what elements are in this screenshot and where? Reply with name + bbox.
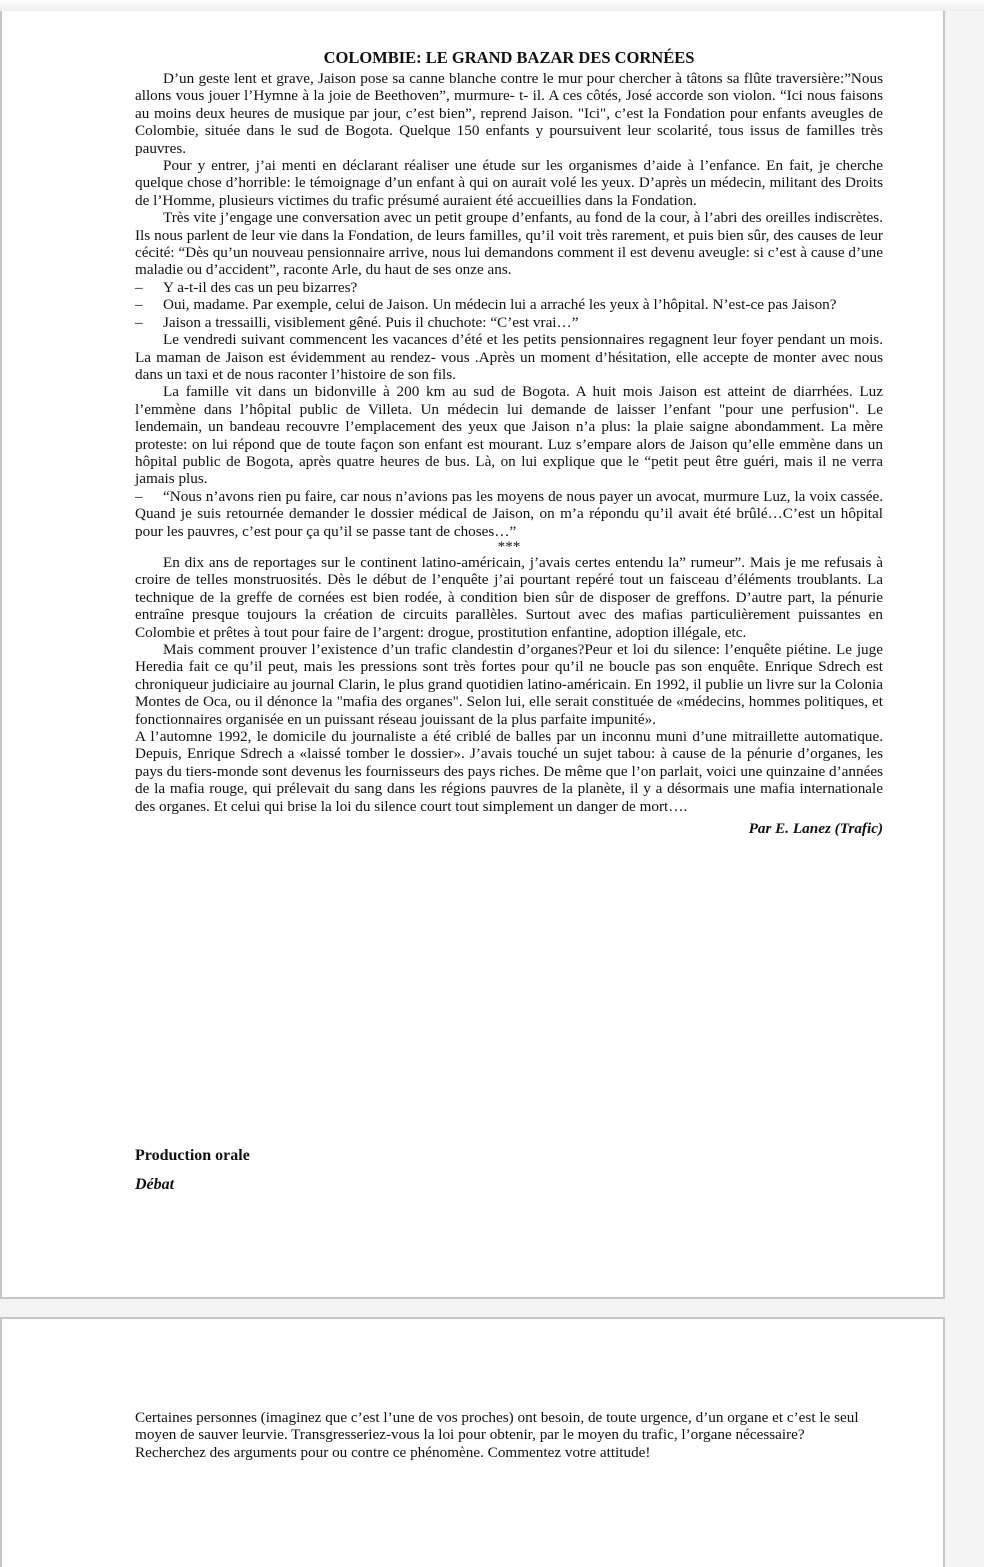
viewer-scrollbar-track[interactable]: [947, 11, 984, 1553]
section-subheading: Débat: [135, 1176, 175, 1193]
paragraph: Mais comment prouver l’existence d’un trafic clandestin d’organes?Peur et loi du silence: l’enquête piétine. Le juge Heredia fait ce qu’il peut, mais les pressions sont très fortes pour qu’il ne boucle pas son enquête. Enrique Sdrech est chroniqueur judiciaire au journal Clarin, le plus grand quotidien latino-américain. En 1992, il publie un livre sur la Colonia Montes de Oca, ou il dénonce la "mafia des organes". Selon lui, elle serait constituée de «médecins, hommes politiques, et fonctionnaires organisée en un puissant réseau jouissant de la plus parfaite impunité».: [135, 641, 883, 728]
dialogue-line: [135, 279, 883, 296]
paragraph: Pour y entrer, j’ai menti en déclarant réaliser une étude sur les organismes d’aide à l’enfance. En fait, je cherche quelque chose d’horrible: le témoignage d’un enfant à qui on aurait volé les yeux. D’après un médecin, militant des Droits de l’Homme, plusieurs victimes du trafic présumé auraient été accueillies dans la Fondation.: [135, 157, 883, 209]
section-separator: ***: [497, 537, 521, 555]
dialogue-text: Y a-t-il des cas un peu bizarres?: [163, 278, 358, 296]
paragraph: Très vite j’engage une conversation avec un petit groupe d’enfants, au fond de la cour, à l’abri des oreilles indiscrètes. Ils nous parlent de leur vie dans la Fondation, de leurs familles, qu’il voit très rarement, et puis bien sûr, des causes de leur cécité: “Dès qu’un nouveau pensionnaire arrive, nous lui demandons comment il est devenu aveugle: si c’est à cause d’une maladie ou d’accident”, raconte Arle, du haut de ses onze ans.: [135, 209, 883, 279]
dialogue-line: [135, 296, 883, 313]
article-signature: Par E. Lanez (Trafic): [748, 820, 883, 838]
dash-mark: –: [135, 278, 143, 296]
paragraph: Le vendredi suivant commencent les vacances d’été et les petits pensionnaires regagnent leur foyer pendant un mois. La maman de Jaison est évidemment au rendez- vous .Après un moment d’hésitation, elle accepte de monter avec nous dans un taxi et de nous raconter l’histoire de son fils.: [135, 331, 883, 383]
dash-mark: –: [135, 296, 143, 314]
document-page-2: [0, 1317, 945, 1567]
article-title: COLOMBIE: LE GRAND BAZAR DES CORNÉES: [323, 48, 695, 67]
document-page-1: [0, 11, 945, 1299]
dialogue-text: “Nous n’avons rien pu faire, car nous n’avions pas les moyens de nous payer un avocat, murmure Luz, la voix cassée. Quand je suis retournée demander le dossier médical de Jaison, on m’a répondu qu’il avait été brûlé…C’est un hôpital pour les pauvres, c’est pour ça qu’il se passe tant de choses…”: [135, 487, 883, 540]
dash-mark: –: [135, 313, 143, 331]
paragraph: D’un geste lent et grave, Jaison pose sa canne blanche contre le mur pour chercher à tâtons sa flûte traversière:”Nous allons vous jouer l’Hymne à la joie de Beethoven”, murmure- t- il. A ces côtés, José accorde son violon. “Ici nous faisons au moins deux heures de musique par jour, c’est bien”, reprend Jaison. "Ici", c’est la Fondation pour enfants aveugles de Colombie, située dans le sud de Bogota. Quelque 150 enfants y poursuivent leur scolarité, tous issus de familles très pauvres.: [135, 70, 883, 157]
paragraph: La famille vit dans un bidonville à 200 km au sud de Bogota. A huit mois Jaison est atteint de diarrhées. Luz l’emmène dans l’hôpital public de Villeta. Un médecin lui demande de laisser l’enfant "pour une perfusion". Le lendemain, un bandeau recouvre l’emplacement des yeux que Jaison n’a plus: la plaie saigne abondamment. La mère proteste: on lui répond que de toute façon son enfant est mourant. Luz s’empare alors de Jaison qu’elle emmène dans un hôpital public de Bogota, après quatre heures de bus. Là, on lui explique que le “petit peut être guéri, mais il ne verra jamais plus.: [135, 383, 883, 488]
dialogue-line: [135, 314, 883, 331]
prompt-instruction: Recherchez des arguments pour ou contre ce phénomène. Commentez votre attitude!: [135, 1443, 651, 1461]
paragraph: A l’automne 1992, le domicile du journaliste a été criblé de balles par un inconnu muni d’une mitraillette automatique. Depuis, Enrique Sdrech a «laissé tomber le dossier». J’avais touché un sujet tabou: à cause de la pénurie d’organes, les pays du tiers-monde sont devenus les fournisseurs des pays riches. De même que l’on parlait, voici une quinzaine d’années de la mafia rouge, qui prélevait du sang dans les régions pauvres de la planète, il y a désormais une mafia internationale des organes. Et celui qui brise la loi du silence court tout simplement un danger de mort….: [135, 728, 883, 815]
section-heading: Production orale: [135, 1147, 250, 1164]
prompt-question: Certaines personnes (imaginez que c’est l’une de vos proches) ont besoin, de toute urgence, d’un organe et c’est le seul moyen de sauver leurvie. Transgresseriez-vous la loi pour obtenir, par le moyen du trafic, l’organe nécessaire?: [135, 1409, 859, 1444]
article-body: [135, 48, 883, 837]
debate-prompt: [135, 1409, 883, 1461]
dialogue-line: [135, 488, 883, 540]
dialogue-text: Oui, madame. Par exemple, celui de Jaison. Un médecin lui a arraché les yeux à l’hôpital. N’est-ce pas Jaison?: [163, 296, 837, 314]
paragraph: En dix ans de reportages sur le continent latino-américain, j’avais certes entendu la” rumeur”. Mais je me refusais à croire de telles monstruosités. Dès le début de l’enquête j’ai pourtant repéré tout un faisceau d’éléments troublants. La technique de la greffe de cornées est bien rodée, à condition bien sûr de disposer de greffons. D’autre part, la pénurie entraîne presque toujours la création de circuits parallèles. Surtout avec des mafias particulièrement puissantes en Colombie et prêtes à tout pour faire de l’argent: drogue, prostitution enfantine, adoption illégale, etc.: [135, 553, 883, 641]
dialogue-text: Jaison a tressailli, visiblement gêné. Puis il chuchote: “C’est vrai…”: [163, 313, 579, 331]
dash-mark: –: [135, 487, 143, 505]
